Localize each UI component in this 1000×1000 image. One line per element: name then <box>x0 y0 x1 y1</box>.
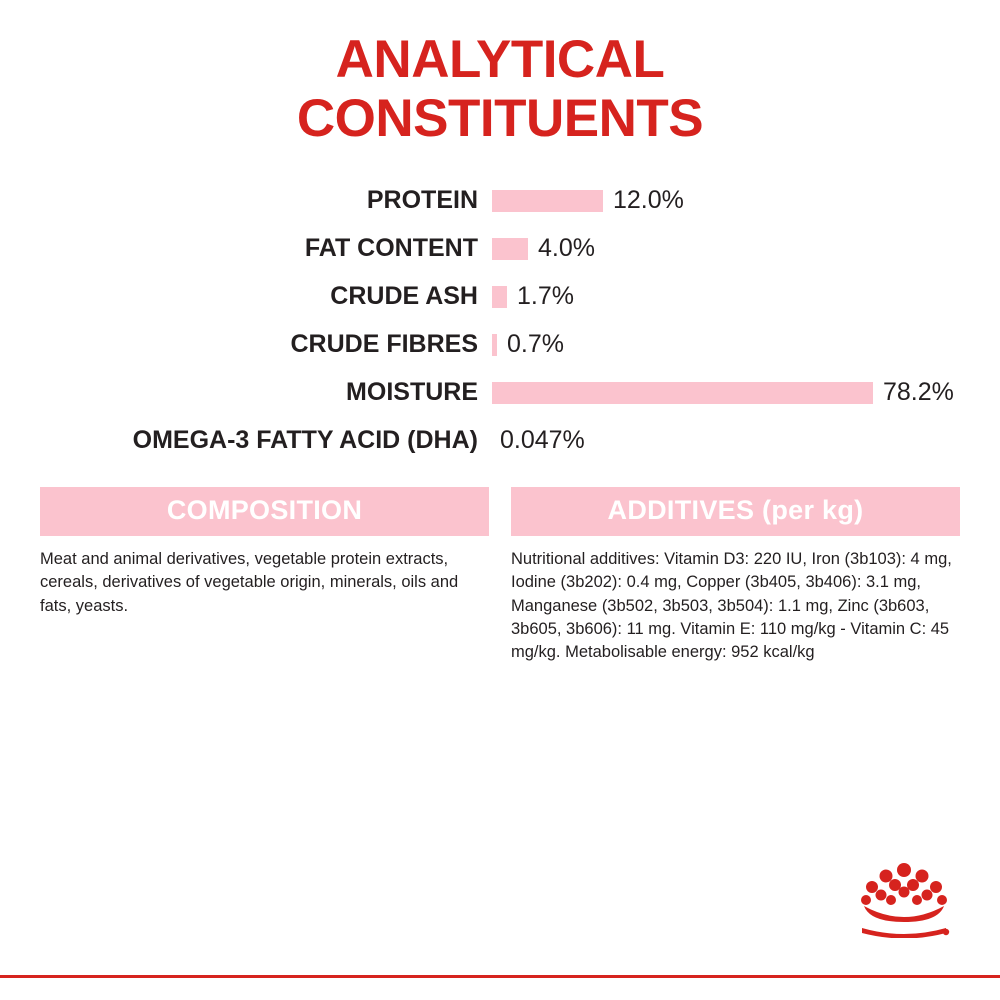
chart-value-label: 12.0% <box>613 186 684 215</box>
chart-axis-line <box>490 227 492 271</box>
composition-panel-body: Meat and animal derivatives, vegetable protein extracts, cereals, derivatives of vegetable origin, minerals, oils and fats, yeasts. <box>40 549 459 615</box>
bottom-accent-bar <box>0 975 1000 1000</box>
chart-bar <box>490 382 873 404</box>
info-panels <box>0 487 1000 665</box>
chart-category-label: CRUDE FIBRES <box>290 330 478 359</box>
chart-row <box>0 225 1000 273</box>
chart-value-label: 0.047% <box>500 426 585 455</box>
chart-axis-line <box>490 371 492 415</box>
chart-category-label: FAT CONTENT <box>304 234 478 263</box>
chart-value-label: 4.0% <box>538 234 595 263</box>
chart-category-label: CRUDE ASH <box>330 282 478 311</box>
royal-canin-crown-logo-icon <box>856 858 952 938</box>
chart-value-label: 0.7% <box>507 330 564 359</box>
chart-bar-track <box>490 369 1000 417</box>
chart-bar <box>490 238 528 260</box>
additives-panel <box>511 487 960 665</box>
composition-panel-header: COMPOSITION <box>40 487 489 536</box>
chart-category-label: OMEGA-3 FATTY ACID (DHA) <box>132 426 478 455</box>
chart-category-label: PROTEIN <box>366 186 478 215</box>
chart-row <box>0 321 1000 369</box>
page-title-line-2: CONSTITUENTS <box>296 89 704 149</box>
chart-bar-track <box>490 417 1000 465</box>
chart-value-label: 1.7% <box>517 282 574 311</box>
chart-row <box>0 369 1000 417</box>
additives-panel-body: Nutritional additives: Vitamin D3: 220 IU, Iron (3b103): 4 mg, Iodine (3b202): 0.4 mg, Copper (3b405, 3b406): 3.1 mg, Manganese (3b502, 3b503, 3b504): 1.1 mg, Zinc (3b603, 3b605, 3b606): 11 mg. Vitamin E: 110 mg/kg - Vitamin C: 45 mg/kg. Metabolisable energy: 952 kcal/kg <box>511 549 952 662</box>
chart-bar-track <box>490 321 1000 369</box>
chart-axis-line <box>490 179 492 223</box>
chart-axis-line <box>490 275 492 319</box>
chart-axis-line <box>490 323 492 367</box>
page-title <box>0 0 1000 149</box>
chart-bar <box>490 286 507 308</box>
chart-bar <box>490 190 603 212</box>
chart-row <box>0 273 1000 321</box>
page-title-line-1: ANALYTICAL <box>335 30 665 89</box>
chart-bar-track <box>490 225 1000 273</box>
chart-bar-track <box>490 273 1000 321</box>
analytical-constituents-chart <box>0 177 1000 465</box>
chart-axis-line <box>490 419 492 463</box>
chart-value-label: 78.2% <box>883 378 954 407</box>
composition-panel <box>40 487 489 665</box>
chart-category-label: MOISTURE <box>346 378 478 407</box>
additives-panel-header: ADDITIVES (per kg) <box>511 487 960 536</box>
chart-row <box>0 417 1000 465</box>
chart-bar-track <box>490 177 1000 225</box>
chart-row <box>0 177 1000 225</box>
